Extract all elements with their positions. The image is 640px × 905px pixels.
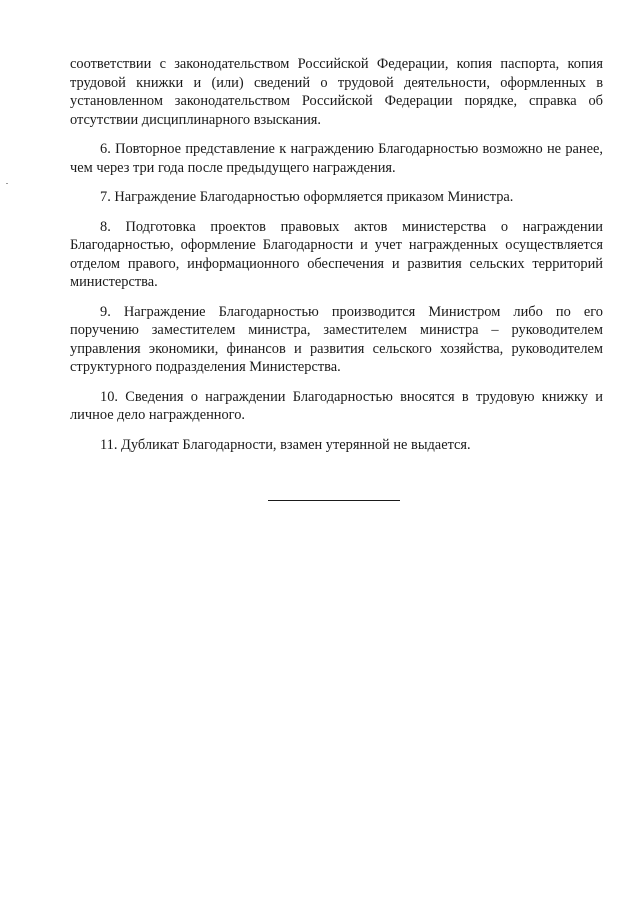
scan-artifact xyxy=(6,183,8,184)
end-separator-line xyxy=(268,500,400,501)
document-body xyxy=(70,55,603,465)
paragraph-item-7: 7. Награждение Благодарностью оформляется приказом Министра. xyxy=(100,189,514,205)
paragraph-continuation: соответствии с законодательством Российской Федерации, копия паспорта, копия трудовой книжки и (или) сведений о трудовой деятельности, оформленных в установленном законодательством Российской Федерации порядке, справка об отсутствии дисциплинарного взыскания. xyxy=(70,56,603,128)
paragraph-item-10: 10. Сведения о награждении Благодарностью вносятся в трудовую книжку и личное дело награжденного. xyxy=(70,388,603,423)
paragraph-item-11: 11. Дубликат Благодарности, взамен утерянной не выдается. xyxy=(100,436,471,453)
paragraph-item-9: 9. Награждение Благодарностью производится Министром либо по его поручению заместителем министра, заместителем министра – руководителем управления экономики, финансов и развития сельского хозяйства, руководителем структурного подразделения Министерства. xyxy=(70,303,603,375)
paragraph-item-6: 6. Повторное представление к награждению Благодарностью возможно не ранее, чем через три года после предыдущего награждения. xyxy=(70,141,603,176)
paragraph-item-8: 8. Подготовка проектов правовых актов министерства о награждении Благодарностью, оформление Благодарности и учет награжденных осуществляется отделом правого, информационного обеспечения и развития сельских территорий министерства. xyxy=(70,218,603,290)
